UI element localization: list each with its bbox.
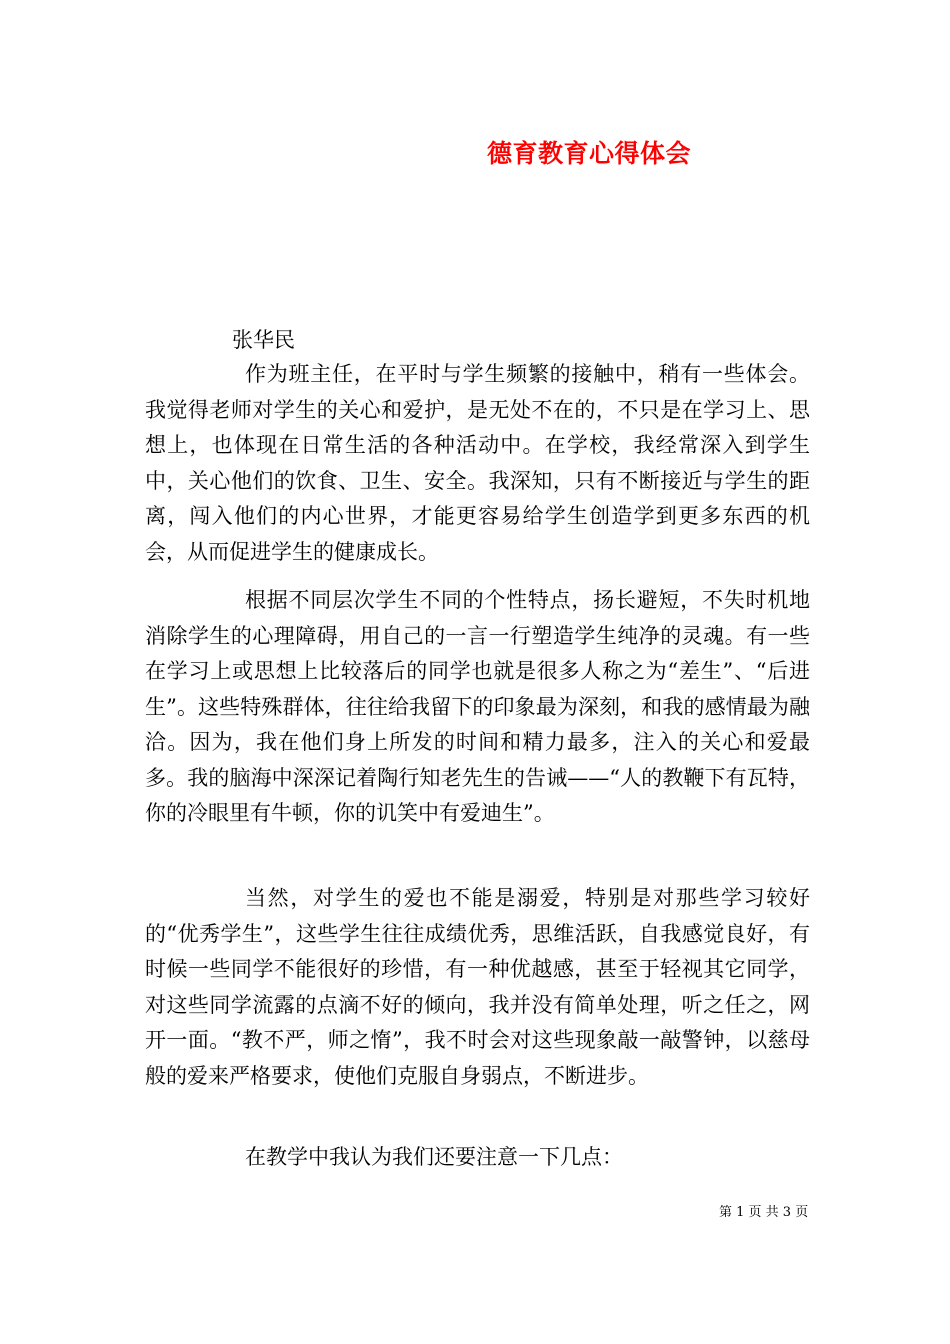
paragraph-2: 根据不同层次学生不同的个性特点，扬长避短，不失时机地消除学生的心理障碍，用自己的一言一行塑造学生纯净的灵魂。有一些在学习上或思想上比较落后的同学也就是很多人称之为“差生”、“后进生”。这些特殊群体，往往给我留下的印象最为深刻，和我的感情最为融洽。因为，我在他们身上所发的时间和精力最多，注入的关心和爱最多。我的脑海中深深记着陶行知老先生的告诫——“人的教鞭下有瓦特，你的冷眼里有牛顿，你的讥笑中有爱迪生”。 (145, 588, 810, 825)
page-number-footer: 第 1 页 共 3 页 (719, 1205, 809, 1220)
paragraph-3: 当然，对学生的爱也不能是溺爱，特别是对那些学习较好的“优秀学生”，这些学生往往成绩优秀，思维活跃，自我感觉良好，有时候一些同学不能很好的珍惜，有一种优越感，甚至于轻视其它同学，对这些同学流露的点滴不好的倾向，我并没有简单处理，听之任之，网开一面。“教不严，师之惰”，我不时会对这些现象敲一敲警钟，以慈母般的爱来严格要求，使他们克服自身弱点，不断进步。 (145, 886, 810, 1088)
paragraph-4: 在教学中我认为我们还要注意一下几点： (245, 1145, 623, 1169)
document-title: 德育教育心得体会 (487, 139, 692, 168)
author-name: 张华民 (232, 328, 295, 352)
paragraph-1: 作为班主任，在平时与学生频繁的接触中，稍有一些体会。我觉得老师对学生的关心和爱护，是无处不在的，不只是在学习上、思想上，也体现在日常生活的各种活动中。在学校，我经常深入到学生中，关心他们的饮食、卫生、安全。我深知，只有不断接近与学生的距离，闯入他们的内心世界，才能更容易给学生创造学到更多东西的机会，从而促进学生的健康成长。 (145, 362, 810, 564)
